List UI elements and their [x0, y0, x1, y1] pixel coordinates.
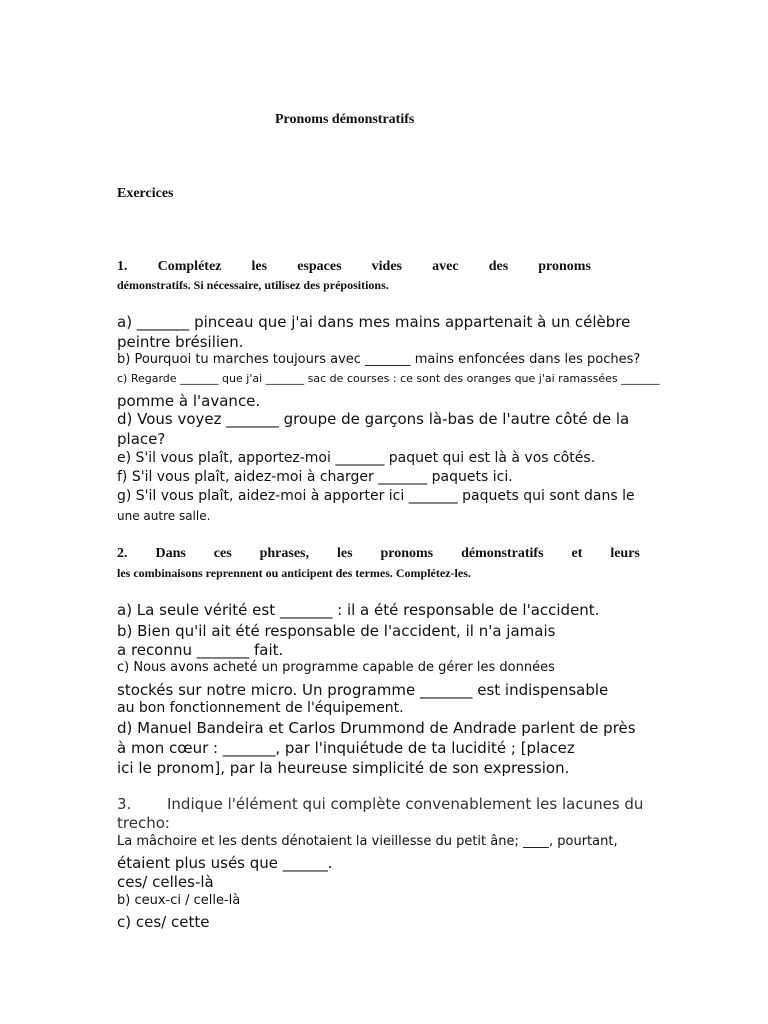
heading-word: Dans — [155, 546, 186, 561]
exercise-2-line: c) Nous avons acheté un programme capable de gérer les données — [117, 660, 555, 675]
exercise-1-line: e) S'il vous plaît, apportez-moi _______ paquet qui est là à vos côtés. — [117, 450, 596, 466]
heading-word: 1. — [117, 259, 128, 274]
exercise-1-line: a) _______ pinceau que j'ai dans mes mains appartenait à un célèbre — [117, 313, 631, 331]
exercise-3-line: étaient plus usés que ______. — [117, 854, 333, 872]
exercise-3-line: c) ces/ cette — [117, 913, 210, 931]
exercise-1-line: g) S'il vous plaît, aidez-moi à apporter ici _______ paquets qui sont dans le — [117, 488, 635, 504]
exercise-1-heading-line2: démonstratifs. Si nécessaire, utilisez des prépositions. — [117, 278, 389, 292]
page-subtitle: Exercices — [117, 186, 174, 201]
exercise-1-line: pomme à l'avance. — [117, 392, 261, 410]
exercise-2-line: à mon cœur : _______, par l'inquiétude de ta lucidité ; [placez — [117, 739, 575, 757]
exercise-2-line: a) La seule vérité est _______ : il a été responsable de l'accident. — [117, 601, 600, 619]
page-title: Pronoms démonstratifs — [275, 112, 415, 127]
heading-word: avec — [432, 259, 459, 274]
heading-word: démonstratifs — [461, 546, 544, 561]
heading-word: et — [571, 546, 583, 561]
exercise-1-line: d) Vous voyez _______ groupe de garçons là-bas de l'autre côté de la — [117, 410, 630, 428]
exercise-1-line: f) S'il vous plaît, aidez-moi à charger _______ paquets ici. — [117, 469, 513, 485]
exercise-3-heading: Indique l'élément qui complète convenablement les lacunes du — [167, 795, 644, 813]
exercise-1-line: c) Regarde _______ que j'ai _______ sac de courses : ce sont des oranges que j'ai ramassées _______ — [117, 372, 660, 385]
heading-word: les — [251, 259, 268, 274]
heading-word: ces — [213, 546, 232, 561]
exercise-1-heading — [117, 259, 591, 275]
exercise-3-line: ces/ celles-là — [117, 873, 214, 891]
heading-word: pronoms — [380, 546, 434, 561]
exercise-3-heading-line2: trecho: — [117, 814, 170, 832]
exercise-1-line: une autre salle. — [117, 509, 211, 523]
heading-word: pronoms — [538, 259, 591, 274]
exercise-3-number: 3. — [117, 795, 132, 813]
exercise-1-line: place? — [117, 430, 166, 448]
exercise-1-line: peintre brésilien. — [117, 333, 244, 351]
exercise-3-line: La mâchoire et les dents dénotaient la vieillesse du petit âne; ____, pourtant, — [117, 834, 618, 849]
heading-word: espaces — [297, 259, 342, 274]
exercise-2-line: b) Bien qu'il ait été responsable de l'accident, il n'a jamais — [117, 622, 556, 640]
heading-word: les — [336, 546, 353, 561]
exercise-2-heading-line2: les combinaisons reprennent ou anticipent des termes. Complétez-les. — [117, 566, 471, 580]
exercise-2-line: d) Manuel Bandeira et Carlos Drummond de Andrade parlent de près — [117, 719, 636, 737]
heading-word: leurs — [610, 546, 640, 561]
heading-word: des — [488, 259, 509, 274]
exercise-2-line: ici le pronom], par la heureuse simplicité de son expression. — [117, 759, 570, 777]
exercise-2-line: stockés sur notre micro. Un programme _______ est indispensable — [117, 681, 609, 699]
heading-word: 2. — [117, 546, 128, 561]
exercise-3-line: b) ceux-ci / celle-là — [117, 893, 241, 908]
heading-word: vides — [371, 259, 402, 274]
heading-word: phrases, — [259, 546, 310, 561]
exercise-2-line: a reconnu _______ fait. — [117, 641, 284, 659]
exercise-2-heading — [117, 546, 640, 562]
exercise-1-line: b) Pourquoi tu marches toujours avec _______ mains enfoncées dans les poches? — [117, 352, 641, 367]
heading-word: Complétez — [157, 259, 222, 274]
exercise-2-line: au bon fonctionnement de l'équipement. — [117, 700, 404, 716]
